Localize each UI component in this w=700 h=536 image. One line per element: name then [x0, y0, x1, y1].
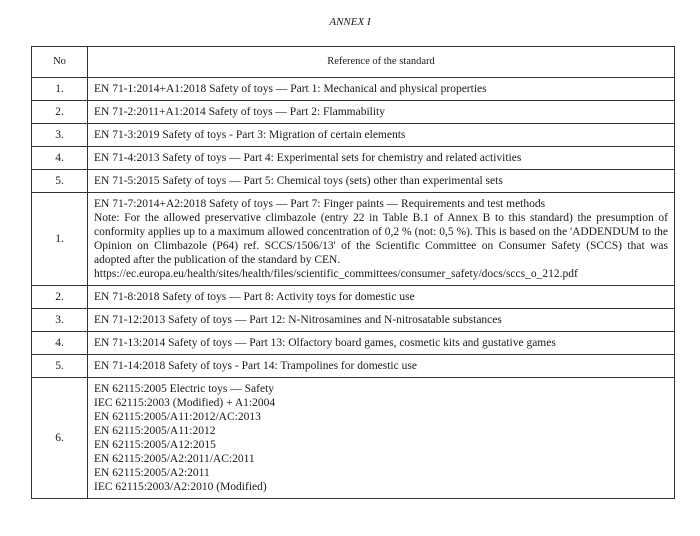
standard-line: EN 62115:2005/A2:2011/AC:2011: [94, 453, 255, 465]
row-number: 3.: [32, 124, 88, 147]
row-number: 3.: [32, 309, 88, 332]
standard-note: Note: For the allowed preservative climbazole (entry 22 in Table B.1 of Annex B to this standard) the presumption of conformity applies up to a maximum allowed concentration of 0,2 % (not: 0,5 %). This is based on the 'ADDENDUM to the Opinion on Climbazole (P64) ref. SCCS/1506/13' of the Scientific Committee on Consumer Safety (SCCS) that was adopted after the publication of the standard by CEN.: [94, 212, 668, 266]
standards-table: [31, 46, 675, 499]
table-row: [32, 78, 675, 101]
standard-reference: EN 71-8:2018 Safety of toys — Part 8: Activity toys for domestic use: [88, 286, 675, 309]
row-number: 1.: [32, 78, 88, 101]
standard-reference-list: [88, 378, 675, 499]
row-number: 1.: [32, 193, 88, 286]
standard-reference: EN 71-2:2011+A1:2014 Safety of toys — Part 2: Flammability: [88, 101, 675, 124]
standard-line: EN 62115:2005 Electric toys — Safety: [94, 383, 275, 395]
table-row: [32, 101, 675, 124]
table-header-row: [32, 47, 675, 78]
standard-reference: EN 71-14:2018 Safety of toys - Part 14: Trampolines for domestic use: [88, 355, 675, 378]
table-row: [32, 378, 675, 499]
standard-reference: EN 71-5:2015 Safety of toys — Part 5: Chemical toys (sets) other than experimental sets: [88, 170, 675, 193]
standard-line: EN 62115:2005/A11:2012: [94, 425, 216, 437]
standard-line: IEC 62115:2003 (Modified) + A1:2004: [94, 397, 276, 409]
row-number: 4.: [32, 332, 88, 355]
standard-title: EN 71-7:2014+A2:2018 Safety of toys — Part 7: Finger paints — Requirements and test methods: [94, 198, 546, 210]
standard-line: EN 62115:2005/A12:2015: [94, 439, 216, 451]
table-row: [32, 193, 675, 286]
table-row: [32, 170, 675, 193]
standard-reference: EN 71-3:2019 Safety of toys - Part 3: Migration of certain elements: [88, 124, 675, 147]
table-row: [32, 147, 675, 170]
table-row: [32, 286, 675, 309]
standard-reference: EN 71-13:2014 Safety of toys — Part 13: Olfactory board games, cosmetic kits and gustative games: [88, 332, 675, 355]
note-url: https://ec.europa.eu/health/sites/health/files/scientific_committees/consumer_safety/docs/sccs_o_212.pdf: [94, 268, 578, 280]
standard-reference-with-note: [88, 193, 675, 286]
row-number: 6.: [32, 378, 88, 499]
annex-title: ANNEX I: [329, 16, 371, 28]
standard-line: EN 62115:2005/A11:2012/AC:2013: [94, 411, 261, 423]
standard-reference: EN 71-4:2013 Safety of toys — Part 4: Experimental sets for chemistry and related activities: [88, 147, 675, 170]
header-reference: Reference of the standard: [88, 47, 675, 78]
header-no: No: [32, 47, 88, 78]
row-number: 5.: [32, 170, 88, 193]
standard-line: EN 62115:2005/A2:2011: [94, 467, 210, 479]
row-number: 2.: [32, 286, 88, 309]
standard-reference: EN 71-1:2014+A1:2018 Safety of toys — Part 1: Mechanical and physical properties: [88, 78, 675, 101]
table-row: [32, 332, 675, 355]
table-row: [32, 309, 675, 332]
table-row: [32, 124, 675, 147]
row-number: 4.: [32, 147, 88, 170]
standard-line: IEC 62115:2003/A2:2010 (Modified): [94, 481, 267, 493]
standard-reference: EN 71-12:2013 Safety of toys — Part 12: N-Nitrosamines and N-nitrosatable substances: [88, 309, 675, 332]
table-row: [32, 355, 675, 378]
row-number: 2.: [32, 101, 88, 124]
row-number: 5.: [32, 355, 88, 378]
